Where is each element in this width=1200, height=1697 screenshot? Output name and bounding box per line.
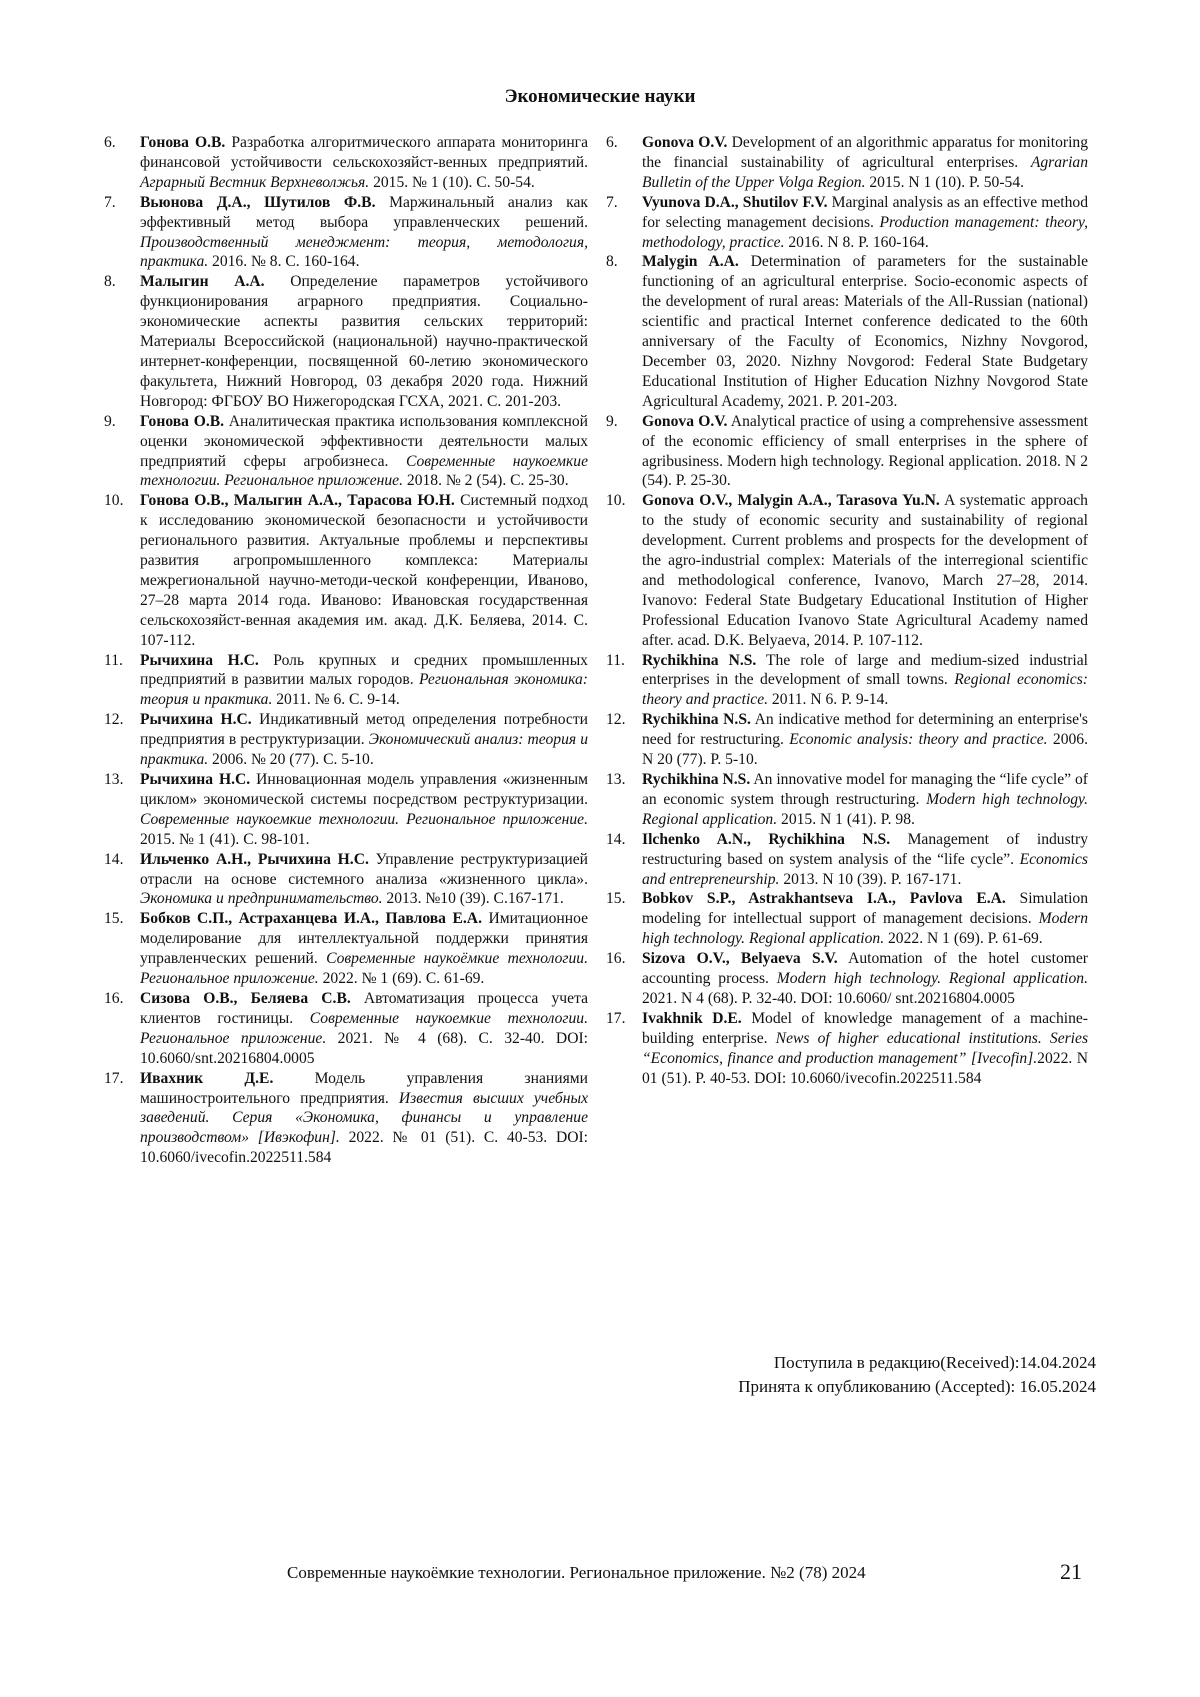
reference-item xyxy=(606,491,1088,650)
reference-item xyxy=(606,651,1088,711)
reference-title: Determination of parameters for the sustainable functioning of an agricultural enterprise. Socio-economic aspects of the development of rural areas: Materials of the All-Russian (national) scientific and practical Internet conference dedicated to the 60th anniversary of the Faculty of Economics, Nizhny Novgorod, December 03, 2020. Nizhny Novgorod: Federal State Budgetary Educational Institution of Higher Education Nizhny Novgorod State Agricultural Academy, 2021. P. 201-203. xyxy=(642,253,1088,410)
reference-title: Определение параметров устойчивого функционирования аграрного предприятия. Социально-экономические аспекты развития сельских территорий: Материалы Всероссийской (национальной) научно-практической интернет-конференции, посвященной 60-летию экономического факультета, Нижний Новгород, 03 декабря 2020 года. Нижний Новгород: ФГБОУ ВО Нижегородская ГСХА, 2021. С. 201-203. xyxy=(140,273,588,410)
reference-source: Региональная экономика: теория и практика. xyxy=(140,671,589,709)
reference-title: Marginal analysis as an effective method for selecting management decisions. xyxy=(642,193,1088,231)
references-russian xyxy=(104,133,588,1168)
reference-item xyxy=(606,770,1088,830)
reference-details: 2022. № 01 (51). С. 40-53. DOI: 10.6060/ivecofin.2022511.584 xyxy=(140,1129,588,1167)
reference-text xyxy=(140,193,588,273)
reference-title: Инновационная модель управления «жизненным циклом» экономической системы посредством реструктуризации. xyxy=(140,771,588,808)
reference-text xyxy=(140,1069,588,1169)
reference-source: Economic analysis: theory and practice. xyxy=(789,731,1048,749)
reference-title: Системный подход к исследованию экономической безопасности и устойчивости регионального развития. Актуальные проблемы и перспективы развития агропромышленного комплекса: Материалы межрегиональной научно-методи-ческой конференции, Иваново, 27–28 марта 2014 года. Иваново: Ивановская государственная сельскохозяйст-венная академия им. акад. Д.К. Беляева, 2014. С. 107-112. xyxy=(140,492,588,649)
reference-number: 6. xyxy=(104,134,116,151)
reference-text xyxy=(140,770,588,850)
reference-authors: Gonova O.V. xyxy=(642,412,728,430)
reference-item xyxy=(104,909,588,989)
reference-source: News of higher educational institutions. Series “Economics, finance and production management” [Ivecofin]. xyxy=(642,1029,1089,1067)
reference-details: 2021. № 4 (68). С. 32-40. DOI: 10.6060/snt.20216804.0005 xyxy=(140,1029,588,1067)
reference-text xyxy=(140,412,588,492)
reference-authors: Bobkov S.P., Astrakhantseva I.A., Pavlova E.A. xyxy=(642,890,1006,908)
received-line: Поступила в редакцию(Received):14.04.2024 xyxy=(773,1353,1096,1372)
reference-authors: Сизова О.В., Беляева С.В. xyxy=(140,989,351,1007)
reference-item xyxy=(104,989,588,1069)
reference-details: 2015. № 1 (10). С. 50-54. xyxy=(369,173,535,191)
reference-title: Маржинальный анализ как эффективный метод выбора управленческих решений. xyxy=(140,193,589,231)
reference-text xyxy=(642,710,1088,770)
reference-source: Экономический анализ: теория и практика. xyxy=(140,731,588,769)
reference-authors: Rychikhina N.S. xyxy=(642,771,751,788)
reference-title: A systematic approach to the study of economic security and sustainability of regional development. Current problems and prospects for the development of the agro-industrial complex: Materials of the interregional scientific and methodological conference, Ivanovo, March 27–28, 2014. Ivanovo: Federal State Budgetary Educational Institution of Higher Professional Education Ivanovo State Agricultural Academy named after. acad. D.K. Belyaeva, 2014. P. 107-112. xyxy=(642,492,1088,649)
reference-source: Economics and entrepreneurship. xyxy=(642,850,1088,888)
reference-source: Production management: theory, methodology, practice. xyxy=(642,213,1088,251)
reference-number: 14. xyxy=(606,830,626,848)
reference-title: Development of an algorithmic apparatus for monitoring the financial sustainability of agricultural enterprises. xyxy=(642,134,1088,171)
reference-text xyxy=(140,909,588,989)
reference-authors: Гонова О.В. xyxy=(140,412,225,430)
reference-text xyxy=(642,412,1088,492)
reference-details: 2011. № 6. С. 9-14. xyxy=(272,691,400,709)
reference-title: Analytical practice of using a comprehensive assessment of the economic efficiency of small enterprises in the sphere of agribusiness. Modern high technology. Regional application. 2018. N 2 (54). P. 25-30. xyxy=(642,412,1088,490)
reference-title: Роль крупных и средних промышленных предприятий в развитии малых городов. xyxy=(140,651,588,689)
reference-number: 10. xyxy=(606,492,626,510)
reference-text xyxy=(642,889,1088,949)
reference-item xyxy=(606,252,1088,411)
reference-source: Известия высших учебных заведений. Серия «Экономика, финансы и управление производством» [Ивэкофин]. xyxy=(140,1089,588,1147)
journal-title: Современные наукоёмкие технологии. Региональное приложение. №2 (78) 2024 xyxy=(287,1563,866,1582)
reference-number: 16. xyxy=(606,950,626,968)
reference-details: 2021. N 4 (68). P. 32-40. DOI: 10.6060/ snt.20216804.0005 xyxy=(642,989,1015,1007)
reference-item xyxy=(104,412,588,492)
reference-text xyxy=(642,830,1088,890)
reference-number: 8. xyxy=(104,273,116,291)
reference-title: Simulation modeling for intellectual support of management decisions. xyxy=(642,890,1089,928)
received-dates xyxy=(738,1351,1096,1399)
reference-authors: Rychikhina N.S. xyxy=(642,651,757,669)
reference-authors: Rychikhina N.S. xyxy=(642,711,751,729)
reference-number: 9. xyxy=(104,412,116,430)
references-english xyxy=(606,133,1088,1089)
reference-authors: Рычихина Н.С. xyxy=(140,771,251,788)
reference-number: 11. xyxy=(606,651,625,669)
reference-authors: Рычихина Н.С. xyxy=(140,651,259,669)
reference-source: Аграрный Вестник Верхневолжья. xyxy=(140,173,370,191)
reference-item xyxy=(104,272,588,411)
reference-details: 2011. N 6. P. 9-14. xyxy=(768,691,889,709)
reference-details: 2022. N 1 (69). P. 61-69. xyxy=(884,930,1043,948)
reference-title: Разработка алгоритмического аппарата мониторинга финансовой устойчивости сельскохозяйст-венных предприятий. xyxy=(140,134,589,171)
reference-number: 17. xyxy=(606,1009,626,1027)
reference-text xyxy=(642,252,1088,411)
reference-source: Regional economics: theory and practice. xyxy=(642,671,1088,709)
reference-details: 2006. N 20 (77). P. 5-10. xyxy=(642,731,1089,769)
reference-authors: Ivakhnik D.E. xyxy=(642,1009,742,1027)
reference-title: Имитационное моделирование для интеллектуальной поддержки принятия управленческих решений. xyxy=(140,910,588,968)
reference-title: Индикативный метод определения потребности предприятия в реструктуризации. xyxy=(140,711,588,749)
reference-item xyxy=(606,1009,1088,1089)
reference-source: Современные наукоёмкие технологии. Региональное приложение. xyxy=(140,950,588,988)
reference-item xyxy=(606,133,1088,193)
reference-text xyxy=(140,850,588,910)
reference-source: Современные наукоемкие технологии. Региональное приложение. xyxy=(140,810,588,828)
reference-text xyxy=(140,491,588,650)
reference-source: Современные наукоемкие технологии. Региональное приложение. xyxy=(140,1009,588,1047)
reference-text xyxy=(642,133,1088,193)
reference-source: Modern high technology. Regional application. xyxy=(642,790,1088,828)
reference-details: 2022. N 01 (51). P. 40-53. DOI: 10.6060/ivecofin.2022511.584 xyxy=(642,1049,1089,1087)
reference-text xyxy=(642,491,1088,650)
reference-number: 14. xyxy=(104,850,124,868)
reference-authors: Vyunova D.A., Shutilov F.V. xyxy=(642,193,828,211)
reference-item xyxy=(606,830,1088,890)
reference-text xyxy=(140,989,588,1069)
reference-number: 10. xyxy=(104,492,124,510)
reference-source: Modern high technology. Regional application. xyxy=(776,970,1088,988)
reference-authors: Gonova O.V., Malygin A.A., Tarasova Yu.N. xyxy=(642,492,940,510)
reference-details: 2016. N 8. P. 160-164. xyxy=(784,233,929,251)
reference-title: The role of large and medium-sized industrial enterprises in the development of small towns. xyxy=(642,651,1088,689)
section-header: Экономические науки xyxy=(504,86,696,107)
reference-title: Model of knowledge management of a machine-building enterprise. xyxy=(642,1009,1088,1047)
reference-details: 2015. № 1 (41). С. 98-101. xyxy=(140,830,310,848)
reference-item xyxy=(606,889,1088,949)
reference-source: Современные наукоемкие технологии. Региональное приложение. xyxy=(140,452,588,490)
reference-source: Modern high technology. Regional application. xyxy=(642,910,1088,948)
reference-authors: Ilchenko A.N., Rychikhina N.S. xyxy=(642,830,891,848)
reference-authors: Malygin A.A. xyxy=(642,253,739,271)
reference-title: Аналитическая практика использования комплексной оценки экономической эффективности деятельности малых предприятий сферы агробизнеса. xyxy=(140,412,588,470)
reference-number: 13. xyxy=(606,771,626,788)
reference-source: Производственный менеджмент: теория, методология, практика. xyxy=(140,233,588,271)
reference-item xyxy=(104,770,588,850)
reference-text xyxy=(140,272,588,411)
reference-item xyxy=(606,949,1088,1009)
reference-item xyxy=(606,412,1088,492)
reference-item xyxy=(104,710,588,770)
reference-details: 2015. N 1 (41). P. 98. xyxy=(777,810,915,828)
reference-text xyxy=(642,651,1088,711)
reference-number: 8. xyxy=(606,253,618,271)
reference-text xyxy=(642,949,1088,1009)
reference-number: 13. xyxy=(104,771,124,788)
reference-details: 2013. N 10 (39). P. 167-171. xyxy=(779,870,962,888)
reference-number: 6. xyxy=(606,134,618,151)
reference-item xyxy=(606,193,1088,253)
reference-details: 2013. №10 (39). С.167-171. xyxy=(382,890,564,908)
reference-number: 16. xyxy=(104,989,124,1007)
reference-text xyxy=(642,1009,1088,1089)
reference-authors: Ивахник Д.Е. xyxy=(140,1069,274,1087)
reference-source: Экономика и предпринимательство. xyxy=(140,890,383,908)
reference-text xyxy=(642,193,1088,253)
reference-number: 17. xyxy=(104,1069,124,1087)
reference-details: 2016. № 8. С. 160-164. xyxy=(208,253,360,271)
reference-item xyxy=(104,651,588,711)
reference-item xyxy=(104,193,588,273)
reference-text xyxy=(140,651,588,711)
reference-number: 9. xyxy=(606,412,618,430)
reference-text xyxy=(140,133,588,193)
reference-details: 2006. № 20 (77). С. 5-10. xyxy=(208,751,374,769)
reference-item xyxy=(104,491,588,650)
reference-text xyxy=(642,770,1088,830)
reference-number: 11. xyxy=(104,651,123,669)
reference-details: 2015. N 1 (10). P. 50-54. xyxy=(865,173,1025,191)
accepted-line: Принята к опубликованию (Accepted): 16.05.2024 xyxy=(738,1377,1096,1396)
reference-title: Управление реструктуризацией отрасли на основе системного анализа «жизненного цикла». xyxy=(140,850,588,888)
reference-item xyxy=(104,133,588,193)
reference-source: Agrarian Bulletin of the Upper Volga Region. xyxy=(642,153,1088,191)
reference-authors: Рычихина Н.С. xyxy=(140,711,252,729)
reference-authors: Гонова О.В., Малыгин А.А., Тарасова Ю.Н. xyxy=(140,492,455,510)
reference-number: 15. xyxy=(104,910,124,928)
reference-authors: Ильченко А.Н., Рычихина Н.С. xyxy=(140,850,369,868)
reference-title: An innovative model for managing the “life cycle” of an economic system through restructuring. xyxy=(642,771,1088,808)
reference-number: 7. xyxy=(606,193,618,211)
reference-number: 12. xyxy=(104,711,124,729)
reference-title: Automation of the hotel customer accounting process. xyxy=(642,950,1088,988)
reference-title: Модель управления знаниями машиностроительного предприятия. xyxy=(140,1069,588,1107)
reference-number: 7. xyxy=(104,193,116,211)
reference-authors: Sizova O.V., Belyaeva S.V. xyxy=(642,950,838,968)
reference-details: 2018. № 2 (54). С. 25-30. xyxy=(403,472,569,490)
reference-title: Автоматизация процесса учета клиентов гостиницы. xyxy=(140,989,588,1027)
reference-item xyxy=(104,850,588,910)
reference-title: Management of industry restructuring based on system analysis of the “life cycle”. xyxy=(642,830,1088,868)
reference-item xyxy=(104,1069,588,1169)
reference-text xyxy=(140,710,588,770)
reference-details: 2022. № 1 (69). С. 61-69. xyxy=(318,970,485,988)
reference-number: 15. xyxy=(606,890,626,908)
reference-authors: Вьюнова Д.А., Шутилов Ф.В. xyxy=(140,193,376,211)
reference-authors: Бобков С.П., Астраханцева И.А., Павлова Е.А. xyxy=(140,910,482,928)
reference-authors: Гонова О.В. xyxy=(140,134,226,151)
reference-authors: Малыгин А.А. xyxy=(140,273,265,291)
reference-title: An indicative method for determining an enterprise's need for restructuring. xyxy=(642,711,1088,749)
reference-number: 12. xyxy=(606,711,626,729)
page-number: 21 xyxy=(1060,1559,1082,1584)
reference-item xyxy=(606,710,1088,770)
reference-authors: Gonova O.V. xyxy=(642,134,728,151)
